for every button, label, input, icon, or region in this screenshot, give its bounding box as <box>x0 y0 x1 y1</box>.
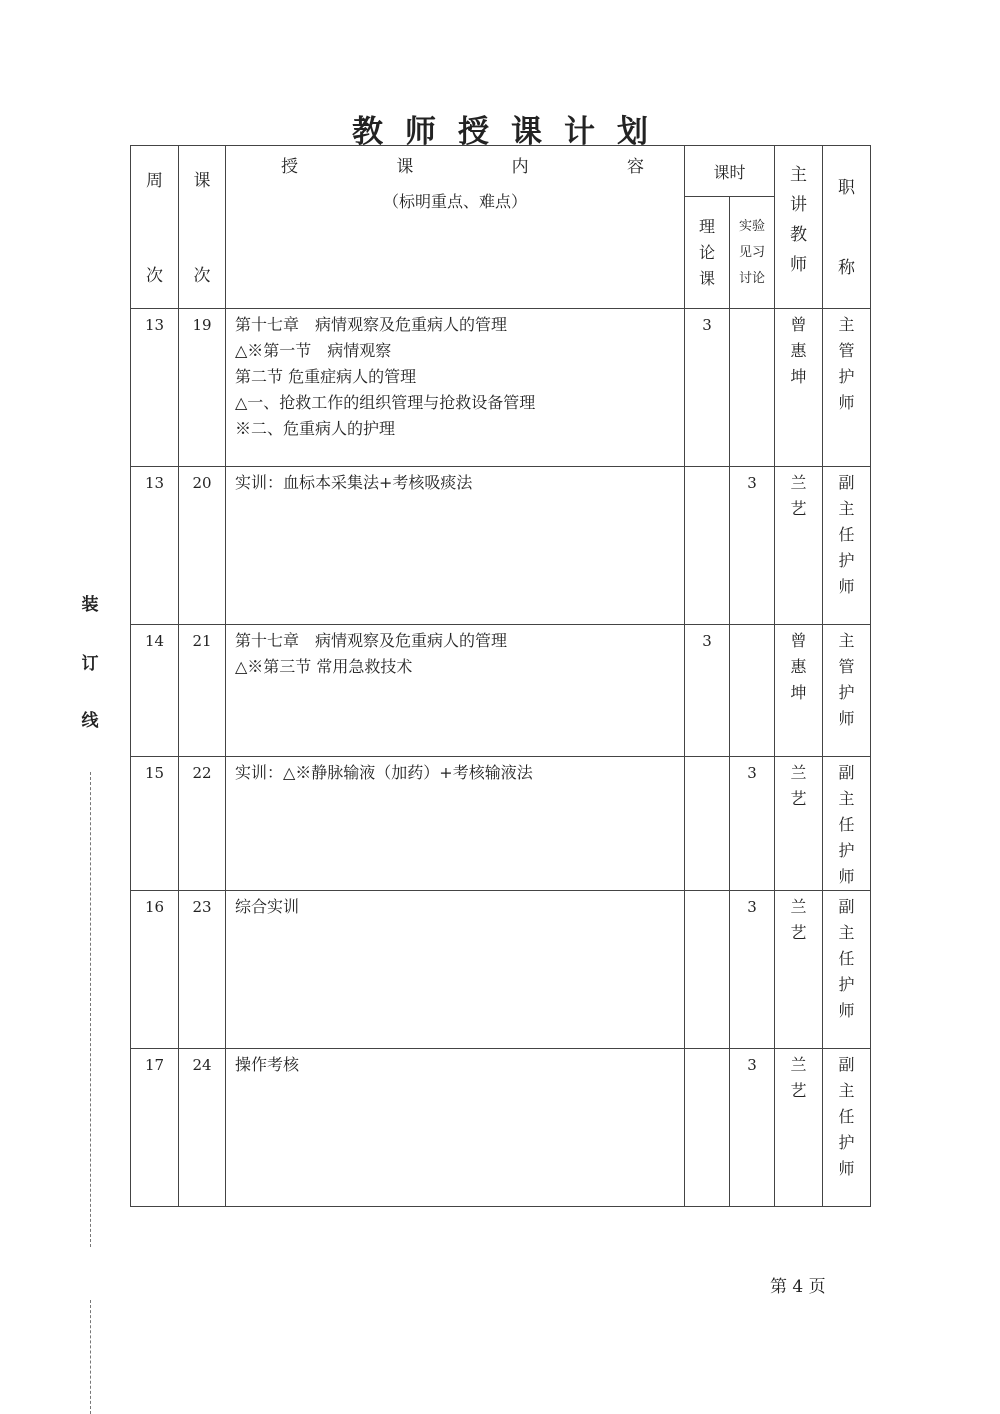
lesson-cell: 24 <box>179 1049 226 1207</box>
lesson-cell: 22 <box>179 757 226 891</box>
theory-cell: 3 <box>685 625 730 757</box>
week-cell: 13 <box>131 467 179 625</box>
content-cell: 实训：△※静脉输液（加药）+考核输液法 <box>226 757 685 891</box>
table-row <box>131 757 871 891</box>
content-cell: 第十七章 病情观察及危重病人的管理 △※第三节 常用急救技术 <box>226 625 685 757</box>
table-row <box>131 891 871 1049</box>
content-cell: 实训：血标本采集法+考核吸痰法 <box>226 467 685 625</box>
teacher-cell: 兰 艺 <box>775 891 823 1049</box>
lesson-cell: 23 <box>179 891 226 1049</box>
header-hours: 课时 <box>685 146 775 197</box>
header-lesson: 课 次 <box>179 146 226 309</box>
lab-cell: 3 <box>730 467 775 625</box>
table-row <box>131 467 871 625</box>
week-cell: 14 <box>131 625 179 757</box>
rank-cell: 副 主 任 护 师 <box>823 891 871 1049</box>
header-lab: 实验 见习 讨论 <box>730 197 775 309</box>
header-theory: 理 论 课 <box>685 197 730 309</box>
lesson-cell: 21 <box>179 625 226 757</box>
header-rank: 职 称 <box>823 146 871 309</box>
theory-cell: 3 <box>685 309 730 467</box>
lab-cell: 3 <box>730 891 775 1049</box>
rank-cell: 主 管 护 师 <box>823 625 871 757</box>
lab-cell: 3 <box>730 1049 775 1207</box>
lesson-cell: 19 <box>179 309 226 467</box>
table-row <box>131 309 871 467</box>
theory-cell <box>685 891 730 1049</box>
rank-cell: 副 主 任 护 师 <box>823 467 871 625</box>
week-cell: 17 <box>131 1049 179 1207</box>
content-cell: 综合实训 <box>226 891 685 1049</box>
header-week: 周 次 <box>131 146 179 309</box>
lab-cell <box>730 309 775 467</box>
page-number: 第 4 页 <box>770 1277 826 1297</box>
binding-char-1: 装 <box>81 595 99 615</box>
teacher-cell: 曾 惠 坤 <box>775 309 823 467</box>
table-row <box>131 625 871 757</box>
teacher-cell: 曾 惠 坤 <box>775 625 823 757</box>
header-teacher: 主 讲 教 师 <box>775 146 823 309</box>
rank-cell: 副 主 任 护 师 <box>823 757 871 891</box>
lesson-plan-table <box>130 145 871 1207</box>
week-cell: 15 <box>131 757 179 891</box>
binding-char-3: 线 <box>81 711 99 731</box>
header-content-note: （标明重点、难点） <box>382 192 527 211</box>
teacher-cell: 兰 艺 <box>775 757 823 891</box>
rank-cell: 主 管 护 师 <box>823 309 871 467</box>
binding-dashed-line <box>90 772 91 1247</box>
content-cell: 操作考核 <box>226 1049 685 1207</box>
teacher-cell: 兰 艺 <box>775 467 823 625</box>
table-row <box>131 1049 871 1207</box>
lab-cell <box>730 625 775 757</box>
binding-char-2: 订 <box>81 654 99 674</box>
theory-cell <box>685 1049 730 1207</box>
page-title: 教师授课计划 <box>352 114 670 150</box>
theory-cell <box>685 467 730 625</box>
header-row <box>131 146 871 197</box>
content-cell: 第十七章 病情观察及危重病人的管理 △※第一节 病情观察 第二节 危重症病人的管理 △一、抢救工作的组织管理与抢救设备管理 ※二、危重病人的护理 <box>226 309 685 467</box>
binding-dashed-line-lower <box>90 1300 91 1414</box>
week-cell: 16 <box>131 891 179 1049</box>
header-content: 授 课 内 容 （标明重点、难点） <box>226 146 685 309</box>
lab-cell: 3 <box>730 757 775 891</box>
lesson-cell: 20 <box>179 467 226 625</box>
theory-cell <box>685 757 730 891</box>
week-cell: 13 <box>131 309 179 467</box>
rank-cell: 副 主 任 护 师 <box>823 1049 871 1207</box>
teacher-cell: 兰 艺 <box>775 1049 823 1207</box>
